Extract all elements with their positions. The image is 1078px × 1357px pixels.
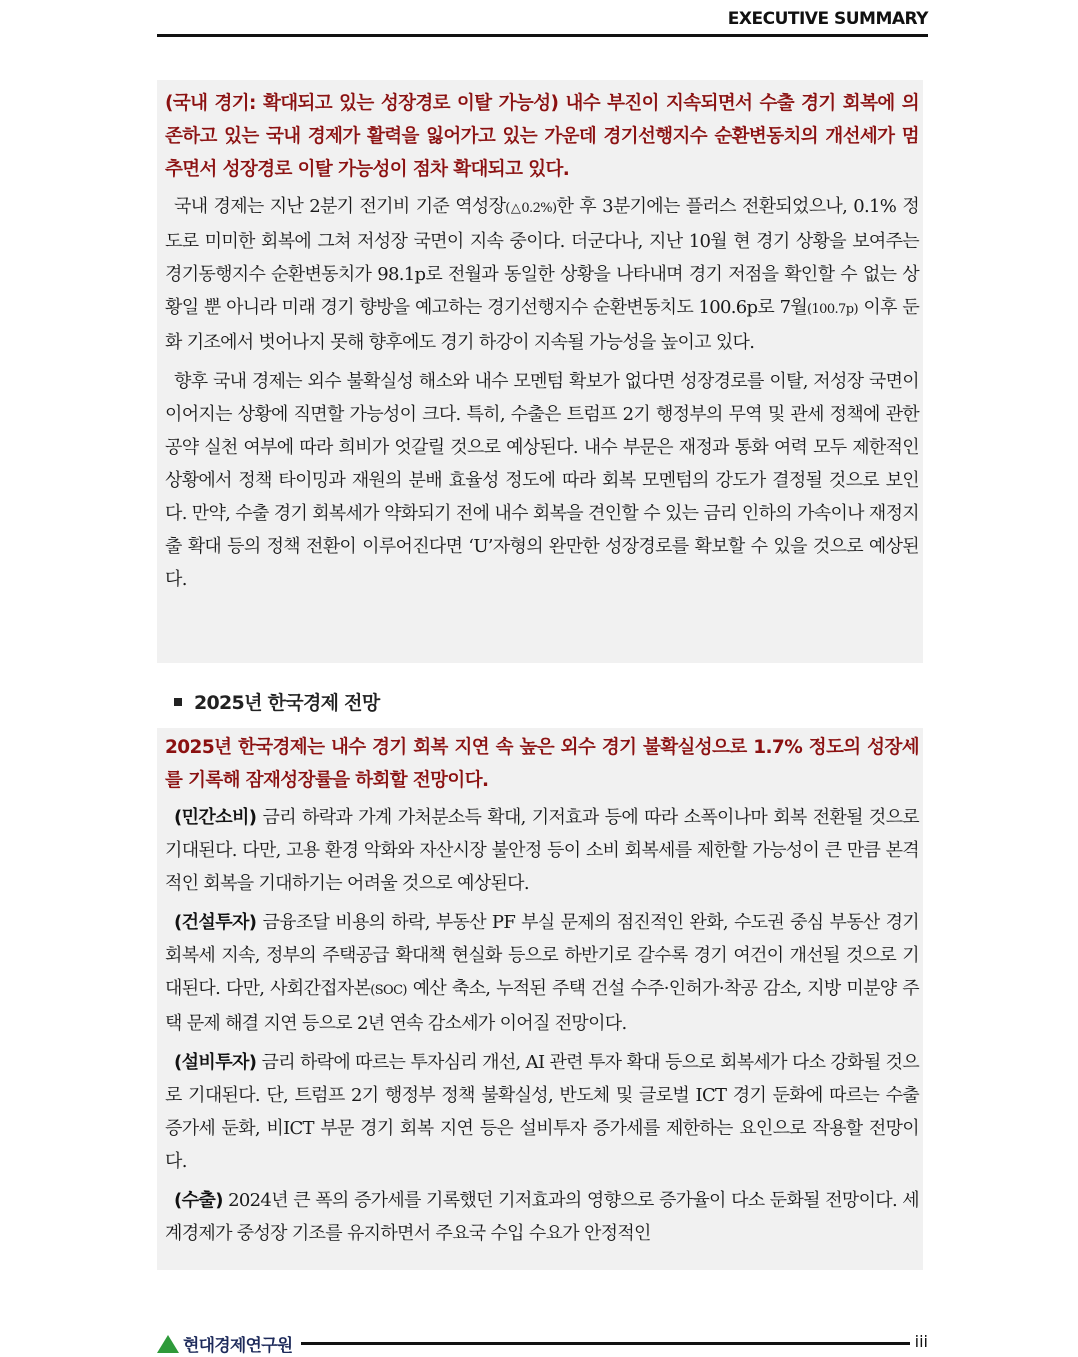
outlook-item-exports	[165, 1184, 919, 1250]
p1-text-a: 국내 경제는 지난 2분기 전기비 기준 역성장	[174, 196, 506, 217]
item-label: (수출)	[174, 1190, 223, 1211]
outlook-item-consumption	[165, 801, 919, 900]
outlook-item-equipment	[165, 1046, 919, 1178]
summary-block-domestic	[157, 80, 923, 663]
p1-small-note-1: (△0.2%)	[505, 201, 557, 216]
item-label: (건설투자)	[174, 912, 257, 933]
summary-block-outlook	[157, 728, 923, 1270]
header-rule	[157, 34, 928, 37]
triangle-logo-icon	[157, 1335, 179, 1353]
page-header-title: EXECUTIVE SUMMARY	[727, 9, 928, 29]
footer-rule	[301, 1342, 910, 1345]
square-bullet-icon	[174, 698, 182, 706]
section-heading-text: 2025년 한국경제 전망	[194, 692, 380, 714]
section-heading	[174, 688, 380, 715]
item-text-b: 예산 축소, 누적된 주택 건설 수주·인허가·착공 감소, 지방 미분양 주택 문제 해결 지연 등으로 2년 연속 감소세가 이어질 전망이다.	[165, 978, 919, 1034]
outlook-lead-paragraph: 2025년 한국경제는 내수 경기 회복 지연 속 높은 외수 경기 불확실성으로 1.7% 정도의 성장세를 기록해 잠재성장률을 하회할 전망이다.	[165, 737, 919, 791]
item-text: 2024년 큰 폭의 증가세를 기록했던 기저효과의 영향으로 증가율이 다소 둔화될 전망이다. 세계경제가 중성장 기조를 유지하면서 주요국 수입 수요가 안정적인	[165, 1190, 919, 1244]
footer-logo	[157, 1331, 292, 1356]
page-number: iii	[914, 1332, 928, 1351]
p1-text-c: 이후 둔화 기조에서 벗어나지 못해 향후에도 경기 하강이 지속될 가능성을 높이고 있다.	[165, 297, 920, 353]
item-text: 금리 하락에 따르는 투자심리 개선, AI 관련 투자 확대 등으로 회복세가 다소 강화될 것으로 기대된다. 단, 트럼프 2기 행정부 정책 불확실성, 반도체 및 글로벌 ICT 경기 둔화에 따르는 수출 증가세 둔화, 비ICT 부문 경기 회복 지연 등은 설비투자 증가세를 제한하는 요인으로 작용할 전망이다.	[165, 1052, 919, 1172]
item-label: (설비투자)	[174, 1052, 257, 1073]
p1-text-b: 한 후 3분기에는 플러스 전환되었으나, 0.1% 정도로 미미한 회복에 그쳐 저성장 국면이 지속 중이다. 더군다나, 지난 10월 현 경기 상황을 보여주는 경기동행지수 순환변동치가 98.1p로 전월과 동일한 상황을 나타내며 경기 저점을 확인할 수 없는 상황일 뿐 아니라 미래 경기 향방을 예고하는 경기선행지수 순환변동치도 100.6p로 7월	[165, 196, 920, 318]
org-name: 현대경제연구원	[183, 1336, 293, 1356]
item-label: (민간소비)	[174, 807, 257, 828]
domestic-lead-paragraph: (국내 경기: 확대되고 있는 성장경로 이탈 가능성) 내수 부진이 지속되면서 수출 경기 회복에 의존하고 있는 국내 경제가 활력을 잃어가고 있는 가운데 경기선행지수 순환변동치의 개선세가 멈추면서 성장경로 이탈 가능성이 점차 확대되고 있다.	[165, 93, 919, 180]
p1-small-note-2: (100.7p)	[807, 302, 858, 317]
item-text-a: 금융조달 비용의 하락, 부동산 PF 부실 문제의 점진적인 완화, 수도권 중심 부동산 경기 회복세 지속, 정부의 주택공급 확대책 현실화 등으로 하반기로 갈수록 경기 여건이 개선될 것으로 기대된다. 다만, 사회간접자본	[165, 912, 919, 999]
domestic-body-paragraph-1	[165, 190, 919, 359]
domestic-body-paragraph-2: 향후 국내 경제는 외수 불확실성 해소와 내수 모멘텀 확보가 없다면 성장경로를 이탈, 저성장 국면이 이어지는 상황에 직면할 가능성이 크다. 특히, 수출은 트럼프 2기 행정부의 무역 및 관세 정책에 관한 공약 실천 여부에 따라 희비가 엇갈릴 것으로 예상된다. 내수 부문은 재정과 통화 여력 모두 제한적인 상황에서 정책 타이밍과 재원의 분배 효율성 정도에 따라 회복 모멘텀의 강도가 결정될 것으로 보인다. 만약, 수출 경기 회복세가 약화되기 전에 내수 회복을 견인할 수 있는 금리 인하의 가속이나 재정지출 확대 등의 정책 전환이 이루어진다면 ‘U’자형의 완만한 성장경로를 확보할 수 있을 것으로 예상된다.	[165, 371, 919, 590]
outlook-item-construction	[165, 906, 919, 1040]
item-small-note: (SOC)	[370, 983, 407, 998]
item-text: 금리 하락과 가계 가처분소득 확대, 기저효과 등에 따라 소폭이나마 회복 전환될 것으로 기대된다. 다만, 고용 환경 악화와 자산시장 불안정 등이 소비 회복세를 제한할 가능성이 큰 만큼 본격적인 회복을 기대하기는 어려울 것으로 예상된다.	[165, 807, 919, 894]
